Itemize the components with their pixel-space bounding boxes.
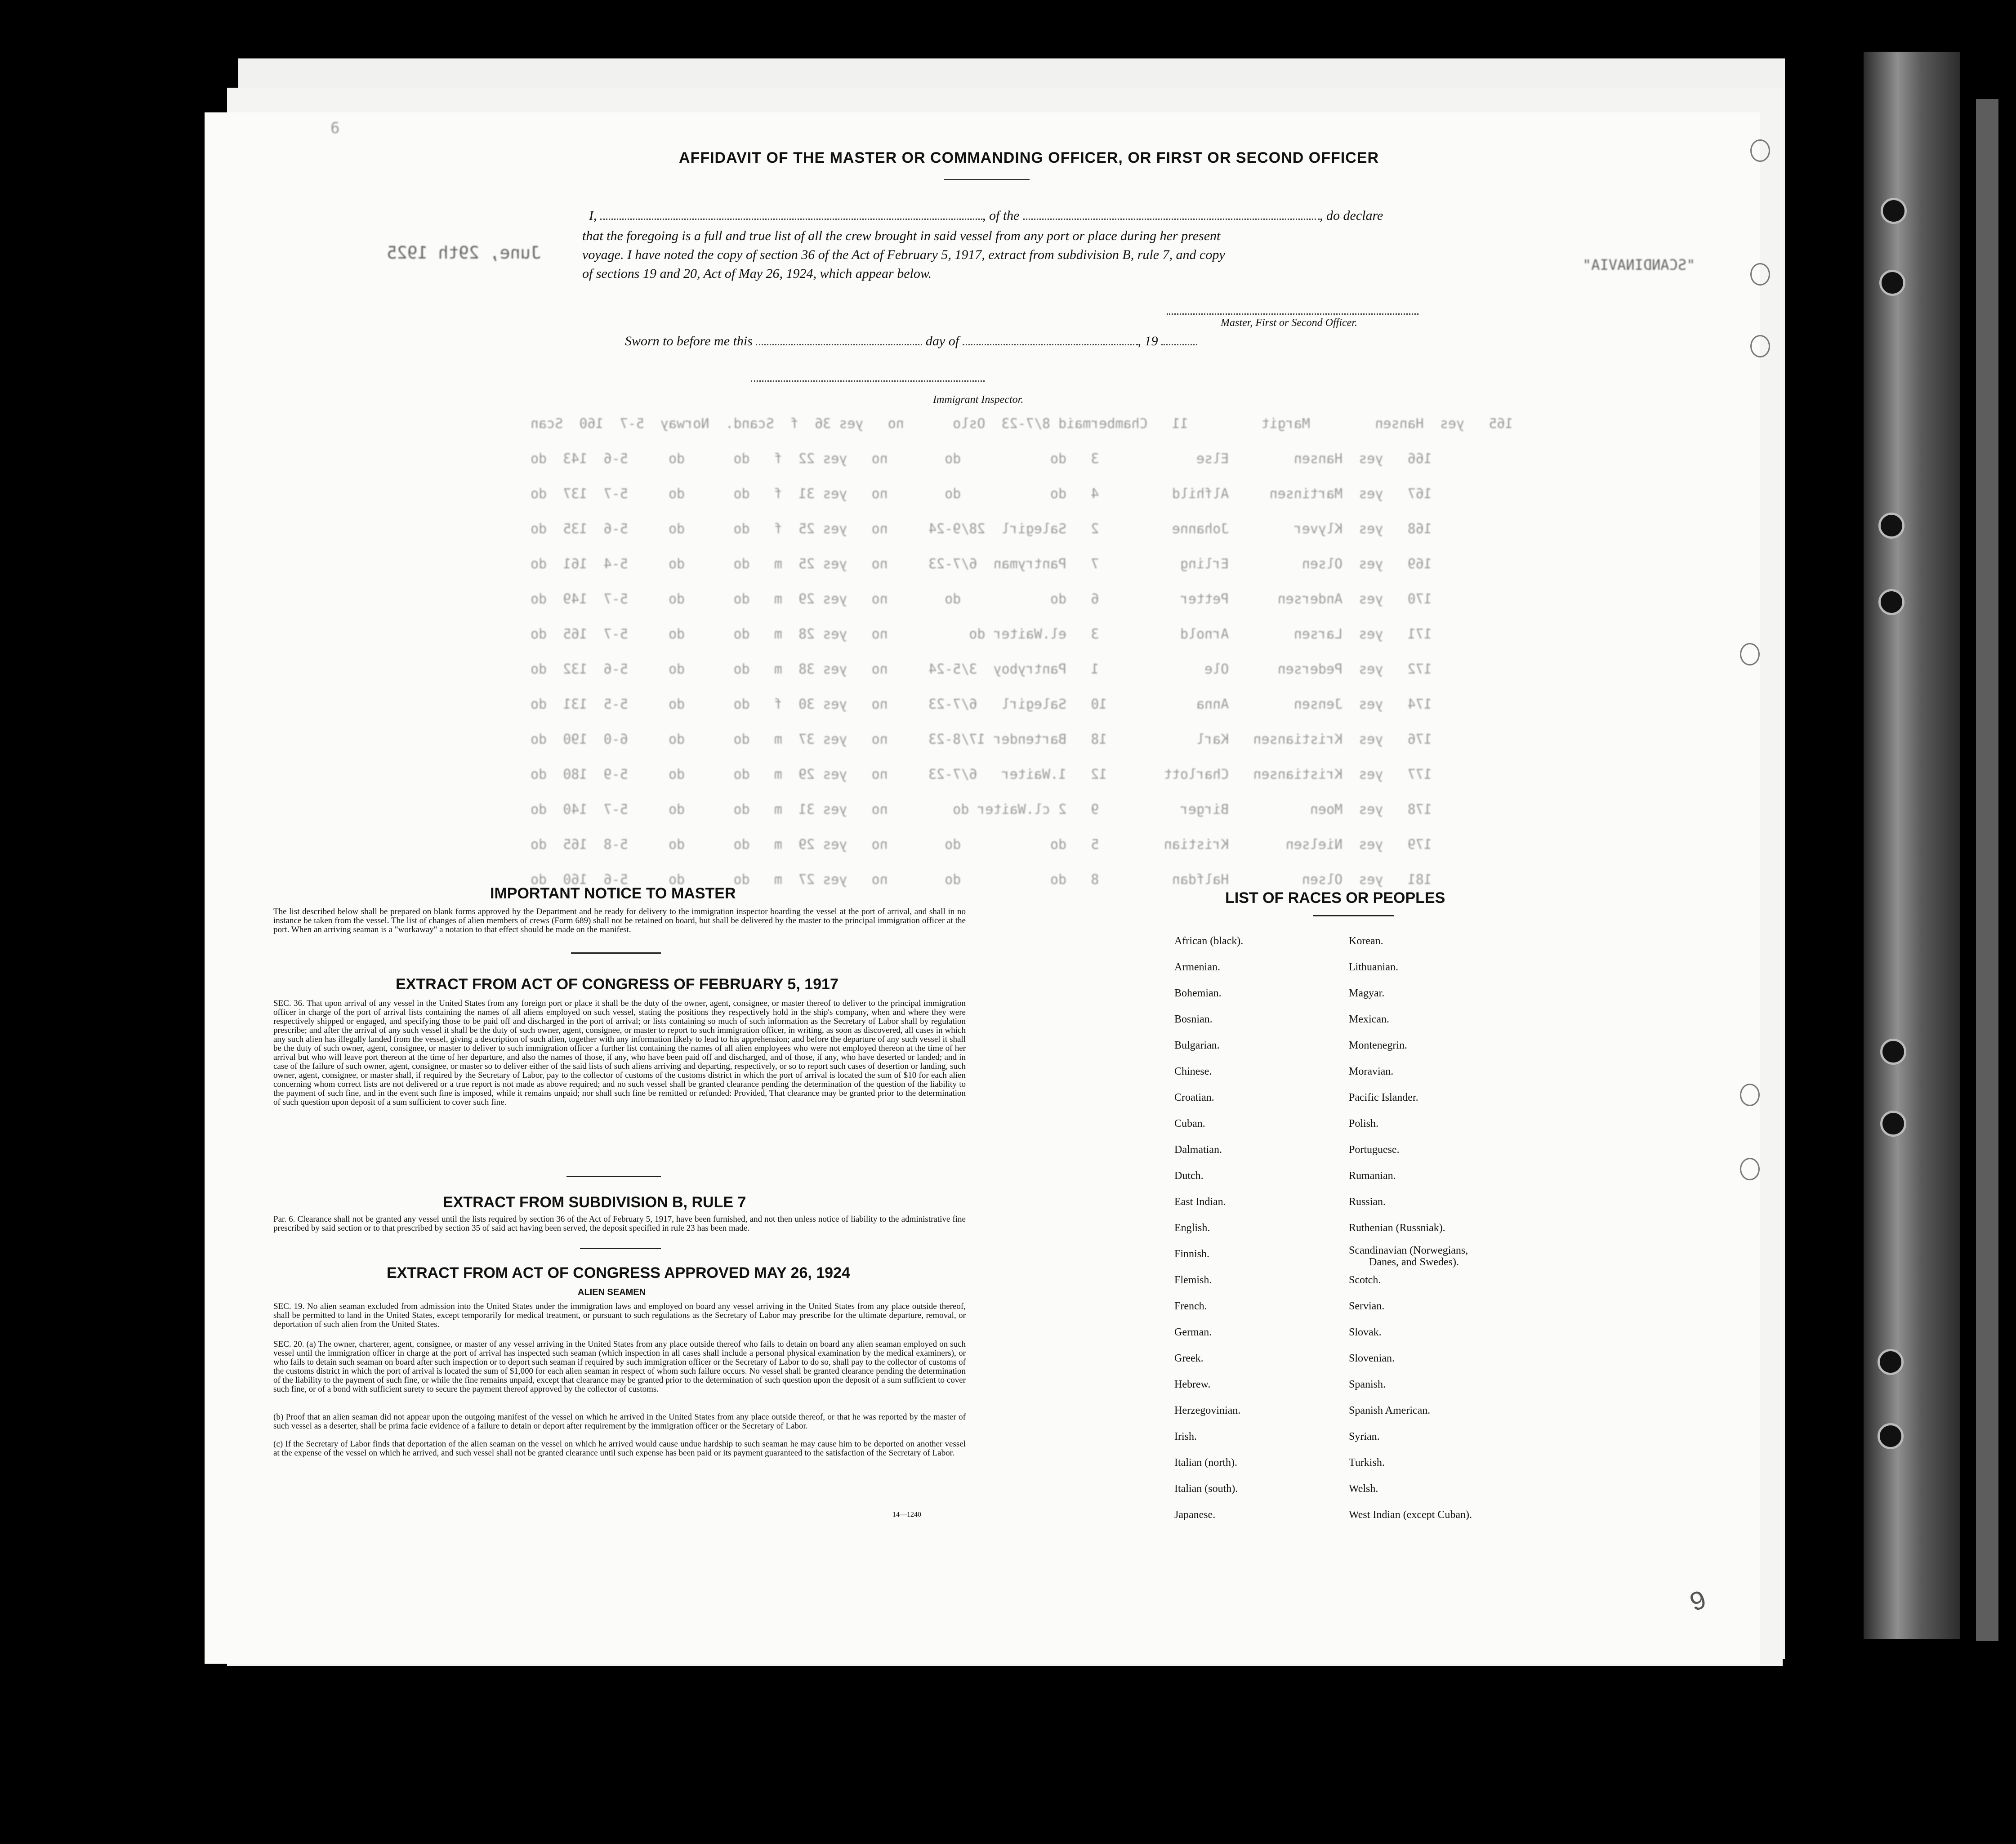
bleed-through-row: 170 yes Andersen Petter 6 do do no yes 29 m do do 5-7 149 do (531, 591, 1432, 607)
race-right-item: Spanish American. (1349, 1405, 1431, 1416)
bleed-through-row: 178 yes Moen Birger 9 2 cl.Waiter do no yes 31 m do do 5-7 140 do (531, 802, 1432, 817)
binder-ring-hole (1878, 1423, 1904, 1449)
punch-hole (1740, 1084, 1760, 1106)
race-left-item: Bosnian. (1174, 1014, 1213, 1025)
race-left-item: Bulgarian. (1174, 1040, 1220, 1051)
sworn-day-of: day of (925, 334, 959, 348)
race-left-item: Dutch. (1174, 1170, 1204, 1182)
bleed-through-header: "SCANDINAVIA" (1583, 256, 1695, 273)
race-right-item: Ruthenian (Russniak). (1349, 1222, 1445, 1234)
race-left-item: German. (1174, 1326, 1212, 1338)
race-right-item: Danes, and Swedes). (1369, 1256, 1459, 1268)
race-left-item: English. (1174, 1222, 1210, 1234)
race-right-item: Polish. (1349, 1118, 1379, 1130)
bleed-through-row: 167 yes Martinsen Alfhild 4 do do no yes 31 f do do 5-7 137 do (531, 486, 1432, 502)
binder-strip (1976, 99, 1998, 1641)
race-left-item: Japanese. (1174, 1509, 1216, 1521)
race-right-item: Syrian. (1349, 1431, 1380, 1442)
race-right-item: West Indian (except Cuban). (1349, 1509, 1472, 1521)
race-right-item: Portuguese. (1349, 1144, 1400, 1156)
rule-7-text: Par. 6. Clearance shall not be granted any vessel until the lists required by section 36 of the Act of February 5, 1917, have been furnished, and not then unless notice of liability to the administrative fine prescribed by said section or to that prescribed by section 35 of said act having been served, the deposit specified in rule 23 has been made. (273, 1214, 966, 1233)
section-rule (580, 1248, 661, 1249)
bleed-through-row: 181 yes Olsen Halfdan 8 do do no yes 27 m do do 5-6 160 do (531, 872, 1432, 888)
alien-seamen-heading: ALIEN SEAMEN (578, 1287, 646, 1297)
races-rule (1313, 915, 1394, 916)
race-right-item: Turkish. (1349, 1457, 1385, 1469)
extract-1917-title: EXTRACT FROM ACT OF CONGRESS OF FEBRUARY 5, 1917 (396, 976, 839, 993)
master-signature-line (1167, 313, 1418, 315)
punch-hole (1750, 263, 1770, 286)
section-rule (571, 952, 661, 954)
notice-title: IMPORTANT NOTICE TO MASTER (490, 885, 736, 902)
affidavit-declare: , do declare (1320, 208, 1383, 223)
race-right-item: Scotch. (1349, 1274, 1381, 1286)
margin-pencil-mark: 9 (1686, 1585, 1712, 1620)
race-right-item: Rumanian. (1349, 1170, 1396, 1182)
section-rule (566, 1176, 661, 1177)
race-left-item: Italian (south). (1174, 1483, 1238, 1495)
race-left-item: Croatian. (1174, 1092, 1214, 1103)
bleed-through-row: 174 yes Jensen Anna 10 Salegirl 6/7-23 no yes 30 f do do 5-5 131 do (531, 697, 1432, 712)
affidavit-line: of sections 19 and 20, Act of May 26, 1924, which appear below. (582, 266, 932, 281)
race-left-item: Armenian. (1174, 961, 1220, 973)
race-right-item: Slovak. (1349, 1326, 1382, 1338)
race-left-item: Greek. (1174, 1353, 1204, 1364)
race-right-item: Magyar. (1349, 987, 1385, 999)
race-left-item: African (black). (1174, 935, 1244, 947)
binder-ring-hole (1878, 1349, 1904, 1375)
bleed-through-row: 177 yes Kristiansen Charlott 12 1.Waiter 6/7-23 no yes 29 m do do 5-9 180 do (531, 767, 1432, 782)
binder-ring-hole (1879, 270, 1905, 296)
race-left-item: Irish. (1174, 1431, 1197, 1442)
race-right-item: Scandinavian (Norwegians, (1349, 1245, 1468, 1256)
race-right-item: Moravian. (1349, 1066, 1394, 1077)
bleed-through-row: 171 yes Larsen Arnold 3 el.Waiter do no yes 28 m do do 5-7 165 do (531, 626, 1432, 642)
race-left-item: Bohemian. (1174, 987, 1222, 999)
race-left-item: Flemish. (1174, 1274, 1212, 1286)
race-right-item: Lithuanian. (1349, 961, 1398, 973)
race-left-item: Herzegovinian. (1174, 1405, 1241, 1416)
sworn-year-blank (1161, 344, 1197, 345)
race-left-item: Chinese. (1174, 1066, 1212, 1077)
extract-1917-text: SEC. 36. That upon arrival of any vessel in the United States from any foreign port or place it shall be the duty of the owner, agent, consignee, or master thereof to deliver to the principal immigration officer in charge of the port of arrival lists containing the names of all aliens employed on such vessel, stating the positions they respectively hold in the ship's company, when and where they were respectively shipped or engaged, and specifying those to be paid off and discharged in the port of arrival; or lists containing so much of such information as the Secretary of Labor shall by regulation prescribe; and after the arrival of any such vessel it shall be the duty of such owner, agent, consignee, or master to report to such immigration officer, in writing, as soon as discovered, all cases in which any such alien has illegally landed from the vessel, giving a description of such alien, together with any information likely to lead to his apprehension; and before the departure of any such vessel it shall be the duty of such owner, agent, consignee, or master to deliver to such immigration officer a further list containing the names of all alien employees who were not employed thereon at the time of her arrival but who will leave port thereon at the time of her departure, and also the names of those, if any, who have been paid off and discharged, and of those, if any, who have deserted or landed; and in case of the failure of such owner, agent, consignee, or master so to deliver either of the said lists of such aliens arriving and departing, respectively, or so to report such cases of desertion or landing, such owner, agent, consignee, or master shall, if required by the Secretary of Labor, pay to the collector of customs of the customs district in which the port of arrival is located the sum of $10 for each alien concerning whom correct lists are not delivered or a true report is not made as above required; and no such vessel shall be granted clearance pending the determination of the question of the liability to the payment of such fine, and in the event such fine is imposed, while it remains unpaid; nor shall such fine be remitted or refunded: Provided, That clearance may be granted prior to the determination of such question upon deposit of a sum sufficient to cover such fine. (273, 999, 966, 1107)
bleed-through-row: 169 yes Olsen Erling 7 Pantryman 6/7-23 no yes 25 m do do 5-4 161 do (531, 556, 1432, 572)
inspector-signature-label: Immigrant Inspector. (933, 394, 1024, 406)
race-right-item: Montenegrin. (1349, 1040, 1407, 1051)
sworn-year: , 19 (1137, 334, 1158, 348)
race-right-item: Slovenian. (1349, 1353, 1395, 1364)
punch-hole (1750, 139, 1770, 162)
section-19-text: SEC. 19. No alien seaman excluded from admission into the United States under the immigration laws and employed on board any vessel arriving in the United States from any place outside thereof, shall be permitted to land in the United States, except temporarily for medical treatment, or pursuant to such regulations as the Secretary of Labor may prescribe for the ultimate departure, removal, or deportation of such alien from the United States. (273, 1302, 966, 1329)
bleed-through-row: 166 yes Hansen Else 3 do do no yes 22 f do do 5-6 143 do (531, 451, 1432, 467)
race-left-item: French. (1174, 1300, 1207, 1312)
punch-hole (1740, 1158, 1760, 1180)
affidavit-i: I, (589, 208, 597, 223)
affidavit-line: that the foregoing is a full and true list of all the crew brought in said vessel from any port or place during her present (582, 228, 1221, 243)
race-right-item: Russian. (1349, 1196, 1386, 1208)
bleed-through-date: June, 29th 1925 (387, 243, 541, 263)
affidavit-title: AFFIDAVIT OF THE MASTER OR COMMANDING OFFICER, OR FIRST OR SECOND OFFICER (679, 149, 1379, 166)
bleed-through-row: 165 yes Hansen Margit 11 Chambermaid 8/7-23 Oslo no yes 36 f Scand. Norway 5-7 160 Scan (531, 416, 1513, 432)
punch-hole (1740, 643, 1760, 665)
race-left-item: Italian (north). (1174, 1457, 1237, 1469)
sworn-prefix: Sworn to before me this (625, 334, 753, 348)
race-right-item: Mexican. (1349, 1014, 1389, 1025)
section-20b-text: (b) Proof that an alien seaman did not appear upon the outgoing manifest of the vessel on which he arrived in the United States from any place outside thereof, or that he was reported by the master of such vessel as a deserter, shall be prima facie evidence of a failure to detain or deport after requirement by the immigration officer or the Secretary of Labor. (273, 1412, 966, 1431)
affidavit-line: voyage. I have noted the copy of section 36 of the Act of February 5, 1917, extract from subdivision B, rule 7, and copy (582, 247, 1225, 262)
race-left-item: East Indian. (1174, 1196, 1226, 1208)
bleed-through-row: 179 yes Nielsen Kristian 5 do do no yes 29 m do do 5-8 165 do (531, 837, 1432, 853)
title-rule (944, 179, 1030, 180)
affidavit-of-the: , of the (982, 208, 1020, 223)
section-20c-text: (c) If the Secretary of Labor finds that deportation of the alien seaman on the vessel on which he arrived would cause undue hardship to such seaman he may cause him to be deported on another vessel at the expense of the vessel on which he arrived, and such vessel shall not be granted clearance until such expense has been paid or its payment guaranteed to the satisfaction of the Secretary of Labor. (273, 1439, 966, 1458)
races-title: LIST OF RACES OR PEOPLES (1225, 889, 1445, 906)
binder-ring-hole (1880, 1039, 1906, 1065)
affidavit-declaration-line (589, 208, 1383, 223)
binder-ring-hole (1880, 1111, 1906, 1137)
notice-text: The list described below shall be prepared on blank forms approved by the Department and be ready for delivery to the immigration inspector boarding the vessel at the port of arrival, and shall in no instance be taken from the vessel. The list of changes of alien members of crews (Form 689) shall not be retained on board, but shall be delivered by the master to the principal immigration officer at the port. When an arriving seaman is a "workaway" a notation to that effect should be made on the manifest. (273, 907, 966, 934)
rule-7-title: EXTRACT FROM SUBDIVISION B, RULE 7 (443, 1194, 746, 1211)
binder-ring-hole (1878, 513, 1904, 539)
name-blank (600, 219, 982, 220)
race-right-item: Pacific Islander. (1349, 1092, 1418, 1103)
bleed-through-mark: 6 (330, 119, 340, 137)
race-right-item: Korean. (1349, 935, 1383, 947)
sworn-month-blank (963, 344, 1138, 345)
sworn-day-blank (756, 344, 922, 345)
race-left-item: Finnish. (1174, 1248, 1210, 1260)
binder-ring-hole (1881, 198, 1907, 224)
inspector-signature-line (751, 380, 985, 382)
race-left-item: Cuban. (1174, 1118, 1205, 1130)
race-right-item: Welsh. (1349, 1483, 1378, 1495)
master-signature-label: Master, First or Second Officer. (1221, 317, 1357, 329)
sworn-line (625, 334, 1197, 349)
bleed-through-row: 176 yes Kristiansen Karl 18 Bartender 17/8-23 no yes 37 m do do 6-0 190 do (531, 732, 1432, 747)
punch-hole (1750, 335, 1770, 357)
extract-1924-title: EXTRACT FROM ACT OF CONGRESS APPROVED MAY 26, 1924 (387, 1264, 850, 1281)
section-20a-text: SEC. 20. (a) The owner, charterer, agent, consignee, or master of any vessel arriving in the United States from any place outside thereof who fails to detain on board any alien seaman employed on such vessel until the immigration officer in charge at the port of arrival has inspected such seaman (which inspection in all cases shall include a personal physical examination by the medical examiners), or who fails to detain such seaman on board after such inspection or to deport such seaman if required by such immigration officer or the Secretary of Labor to do so, shall pay to the collector of customs of the customs district in which the port of arrival is located the sum of $1,000 for each alien seaman in respect of whom such failure occurs. No vessel shall be granted clearance pending the determination of the liability to the payment of such fine, or while the fine remains unpaid, except that clearance may be granted prior to the determination of such question upon the deposit of a sum sufficient to cover such fine, or of a bond with sufficient surety to secure the payment thereof approved by the collector of customs. (273, 1339, 966, 1394)
form-number: 14—1240 (892, 1511, 921, 1518)
race-left-item: Hebrew. (1174, 1379, 1211, 1390)
bleed-through-row: 168 yes Klyver Johanne 2 Salegirl 28/9-24 no yes 25 f do do 5-6 135 do (531, 521, 1432, 537)
race-right-item: Servian. (1349, 1300, 1385, 1312)
race-right-item: Spanish. (1349, 1379, 1386, 1390)
bleed-through-row: 172 yes Pedersen Ole 1 Pantryboy 3/5-24 no yes 38 m do do 5-6 132 do (531, 661, 1432, 677)
vessel-blank (1023, 219, 1320, 220)
binder-ring-hole (1878, 589, 1904, 615)
binder-spine (1864, 52, 1960, 1639)
race-left-item: Dalmatian. (1174, 1144, 1222, 1156)
